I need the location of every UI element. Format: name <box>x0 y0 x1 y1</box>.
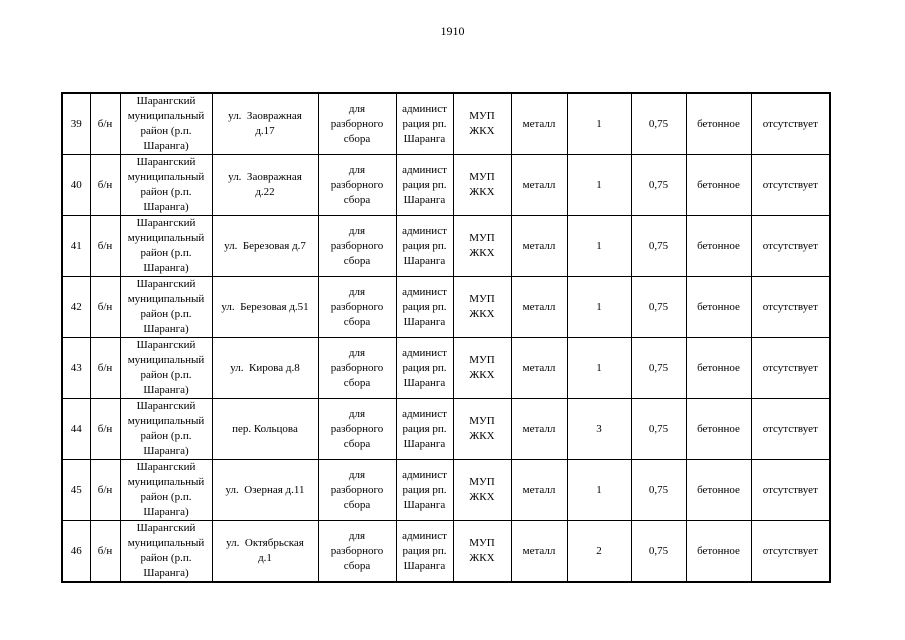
container-volume-cell: 0,75 <box>631 277 686 338</box>
service-org-cell: МУП ЖКХ <box>453 460 511 521</box>
district-cell: Шарангский муниципальный район (р.п. Шаранга) <box>120 521 212 583</box>
page-number: 1910 <box>440 24 465 38</box>
fence-cell: отсутствует <box>751 460 830 521</box>
owner-admin-cell: админист рация рп. Шаранга <box>396 93 453 155</box>
registry-number-cell: б/н <box>90 216 120 277</box>
fence-cell: отсутствует <box>751 399 830 460</box>
purpose-cell: для разборного сбора <box>318 338 396 399</box>
row-number-cell: 44 <box>62 399 90 460</box>
surface-type-cell: бетонное <box>686 93 751 155</box>
container-count-cell: 1 <box>567 277 631 338</box>
row-number-cell: 40 <box>62 155 90 216</box>
container-volume-cell: 0,75 <box>631 460 686 521</box>
container-material-cell: металл <box>511 399 567 460</box>
container-volume-cell: 0,75 <box>631 338 686 399</box>
table-row <box>62 521 830 583</box>
container-material-cell: металл <box>511 277 567 338</box>
owner-admin-cell: админист рация рп. Шаранга <box>396 521 453 583</box>
row-number-cell: 43 <box>62 338 90 399</box>
district-cell: Шарангский муниципальный район (р.п. Шаранга) <box>120 277 212 338</box>
district-cell: Шарангский муниципальный район (р.п. Шаранга) <box>120 460 212 521</box>
address-cell: ул. Заовражная д.17 <box>212 93 318 155</box>
surface-type-cell: бетонное <box>686 216 751 277</box>
fence-cell: отсутствует <box>751 93 830 155</box>
container-material-cell: металл <box>511 460 567 521</box>
fence-cell: отсутствует <box>751 277 830 338</box>
service-org-cell: МУП ЖКХ <box>453 399 511 460</box>
district-cell: Шарангский муниципальный район (р.п. Шаранга) <box>120 399 212 460</box>
container-count-cell: 1 <box>567 93 631 155</box>
service-org-cell: МУП ЖКХ <box>453 277 511 338</box>
table-row <box>62 399 830 460</box>
address-cell: ул. Кирова д.8 <box>212 338 318 399</box>
surface-type-cell: бетонное <box>686 460 751 521</box>
address-cell: ул. Озерная д.11 <box>212 460 318 521</box>
registry-number-cell: б/н <box>90 338 120 399</box>
service-org-cell: МУП ЖКХ <box>453 93 511 155</box>
table-row <box>62 277 830 338</box>
purpose-cell: для разборного сбора <box>318 460 396 521</box>
row-number-cell: 45 <box>62 460 90 521</box>
purpose-cell: для разборного сбора <box>318 399 396 460</box>
district-cell: Шарангский муниципальный район (р.п. Шаранга) <box>120 93 212 155</box>
container-material-cell: металл <box>511 216 567 277</box>
surface-type-cell: бетонное <box>686 399 751 460</box>
container-material-cell: металл <box>511 93 567 155</box>
table-row <box>62 216 830 277</box>
service-org-cell: МУП ЖКХ <box>453 338 511 399</box>
surface-type-cell: бетонное <box>686 521 751 583</box>
district-cell: Шарангский муниципальный район (р.п. Шаранга) <box>120 155 212 216</box>
fence-cell: отсутствует <box>751 155 830 216</box>
container-volume-cell: 0,75 <box>631 399 686 460</box>
owner-admin-cell: админист рация рп. Шаранга <box>396 460 453 521</box>
district-cell: Шарангский муниципальный район (р.п. Шаранга) <box>120 338 212 399</box>
container-count-cell: 2 <box>567 521 631 583</box>
registry-number-cell: б/н <box>90 460 120 521</box>
registry-number-cell: б/н <box>90 399 120 460</box>
service-org-cell: МУП ЖКХ <box>453 521 511 583</box>
address-cell: пер. Кольцова <box>212 399 318 460</box>
district-cell: Шарангский муниципальный район (р.п. Шаранга) <box>120 216 212 277</box>
table-row <box>62 460 830 521</box>
fence-cell: отсутствует <box>751 338 830 399</box>
registry-number-cell: б/н <box>90 277 120 338</box>
container-volume-cell: 0,75 <box>631 216 686 277</box>
owner-admin-cell: админист рация рп. Шаранга <box>396 216 453 277</box>
container-count-cell: 3 <box>567 399 631 460</box>
address-cell: ул. Березовая д.51 <box>212 277 318 338</box>
container-material-cell: металл <box>511 155 567 216</box>
registry-number-cell: б/н <box>90 521 120 583</box>
container-count-cell: 1 <box>567 338 631 399</box>
row-number-cell: 41 <box>62 216 90 277</box>
address-cell: ул. Березовая д.7 <box>212 216 318 277</box>
row-number-cell: 46 <box>62 521 90 583</box>
purpose-cell: для разборного сбора <box>318 216 396 277</box>
fence-cell: отсутствует <box>751 216 830 277</box>
table-row <box>62 155 830 216</box>
container-volume-cell: 0,75 <box>631 155 686 216</box>
owner-admin-cell: админист рация рп. Шаранга <box>396 399 453 460</box>
row-number-cell: 42 <box>62 277 90 338</box>
container-volume-cell: 0,75 <box>631 93 686 155</box>
address-cell: ул. Октябрьская д.1 <box>212 521 318 583</box>
purpose-cell: для разборного сбора <box>318 277 396 338</box>
container-count-cell: 1 <box>567 216 631 277</box>
container-material-cell: металл <box>511 521 567 583</box>
owner-admin-cell: админист рация рп. Шаранга <box>396 338 453 399</box>
registry-number-cell: б/н <box>90 93 120 155</box>
fence-cell: отсутствует <box>751 521 830 583</box>
service-org-cell: МУП ЖКХ <box>453 216 511 277</box>
surface-type-cell: бетонное <box>686 155 751 216</box>
registry-number-cell: б/н <box>90 155 120 216</box>
surface-type-cell: бетонное <box>686 277 751 338</box>
service-org-cell: МУП ЖКХ <box>453 155 511 216</box>
address-cell: ул. Заовражная д.22 <box>212 155 318 216</box>
owner-admin-cell: админист рация рп. Шаранга <box>396 277 453 338</box>
container-volume-cell: 0,75 <box>631 521 686 583</box>
surface-type-cell: бетонное <box>686 338 751 399</box>
row-number-cell: 39 <box>62 93 90 155</box>
owner-admin-cell: админист рация рп. Шаранга <box>396 155 453 216</box>
container-sites-table <box>61 92 831 583</box>
purpose-cell: для разборного сбора <box>318 521 396 583</box>
table-row <box>62 93 830 155</box>
table-row <box>62 338 830 399</box>
container-count-cell: 1 <box>567 155 631 216</box>
container-count-cell: 1 <box>567 460 631 521</box>
purpose-cell: для разборного сбора <box>318 155 396 216</box>
container-material-cell: металл <box>511 338 567 399</box>
purpose-cell: для разборного сбора <box>318 93 396 155</box>
